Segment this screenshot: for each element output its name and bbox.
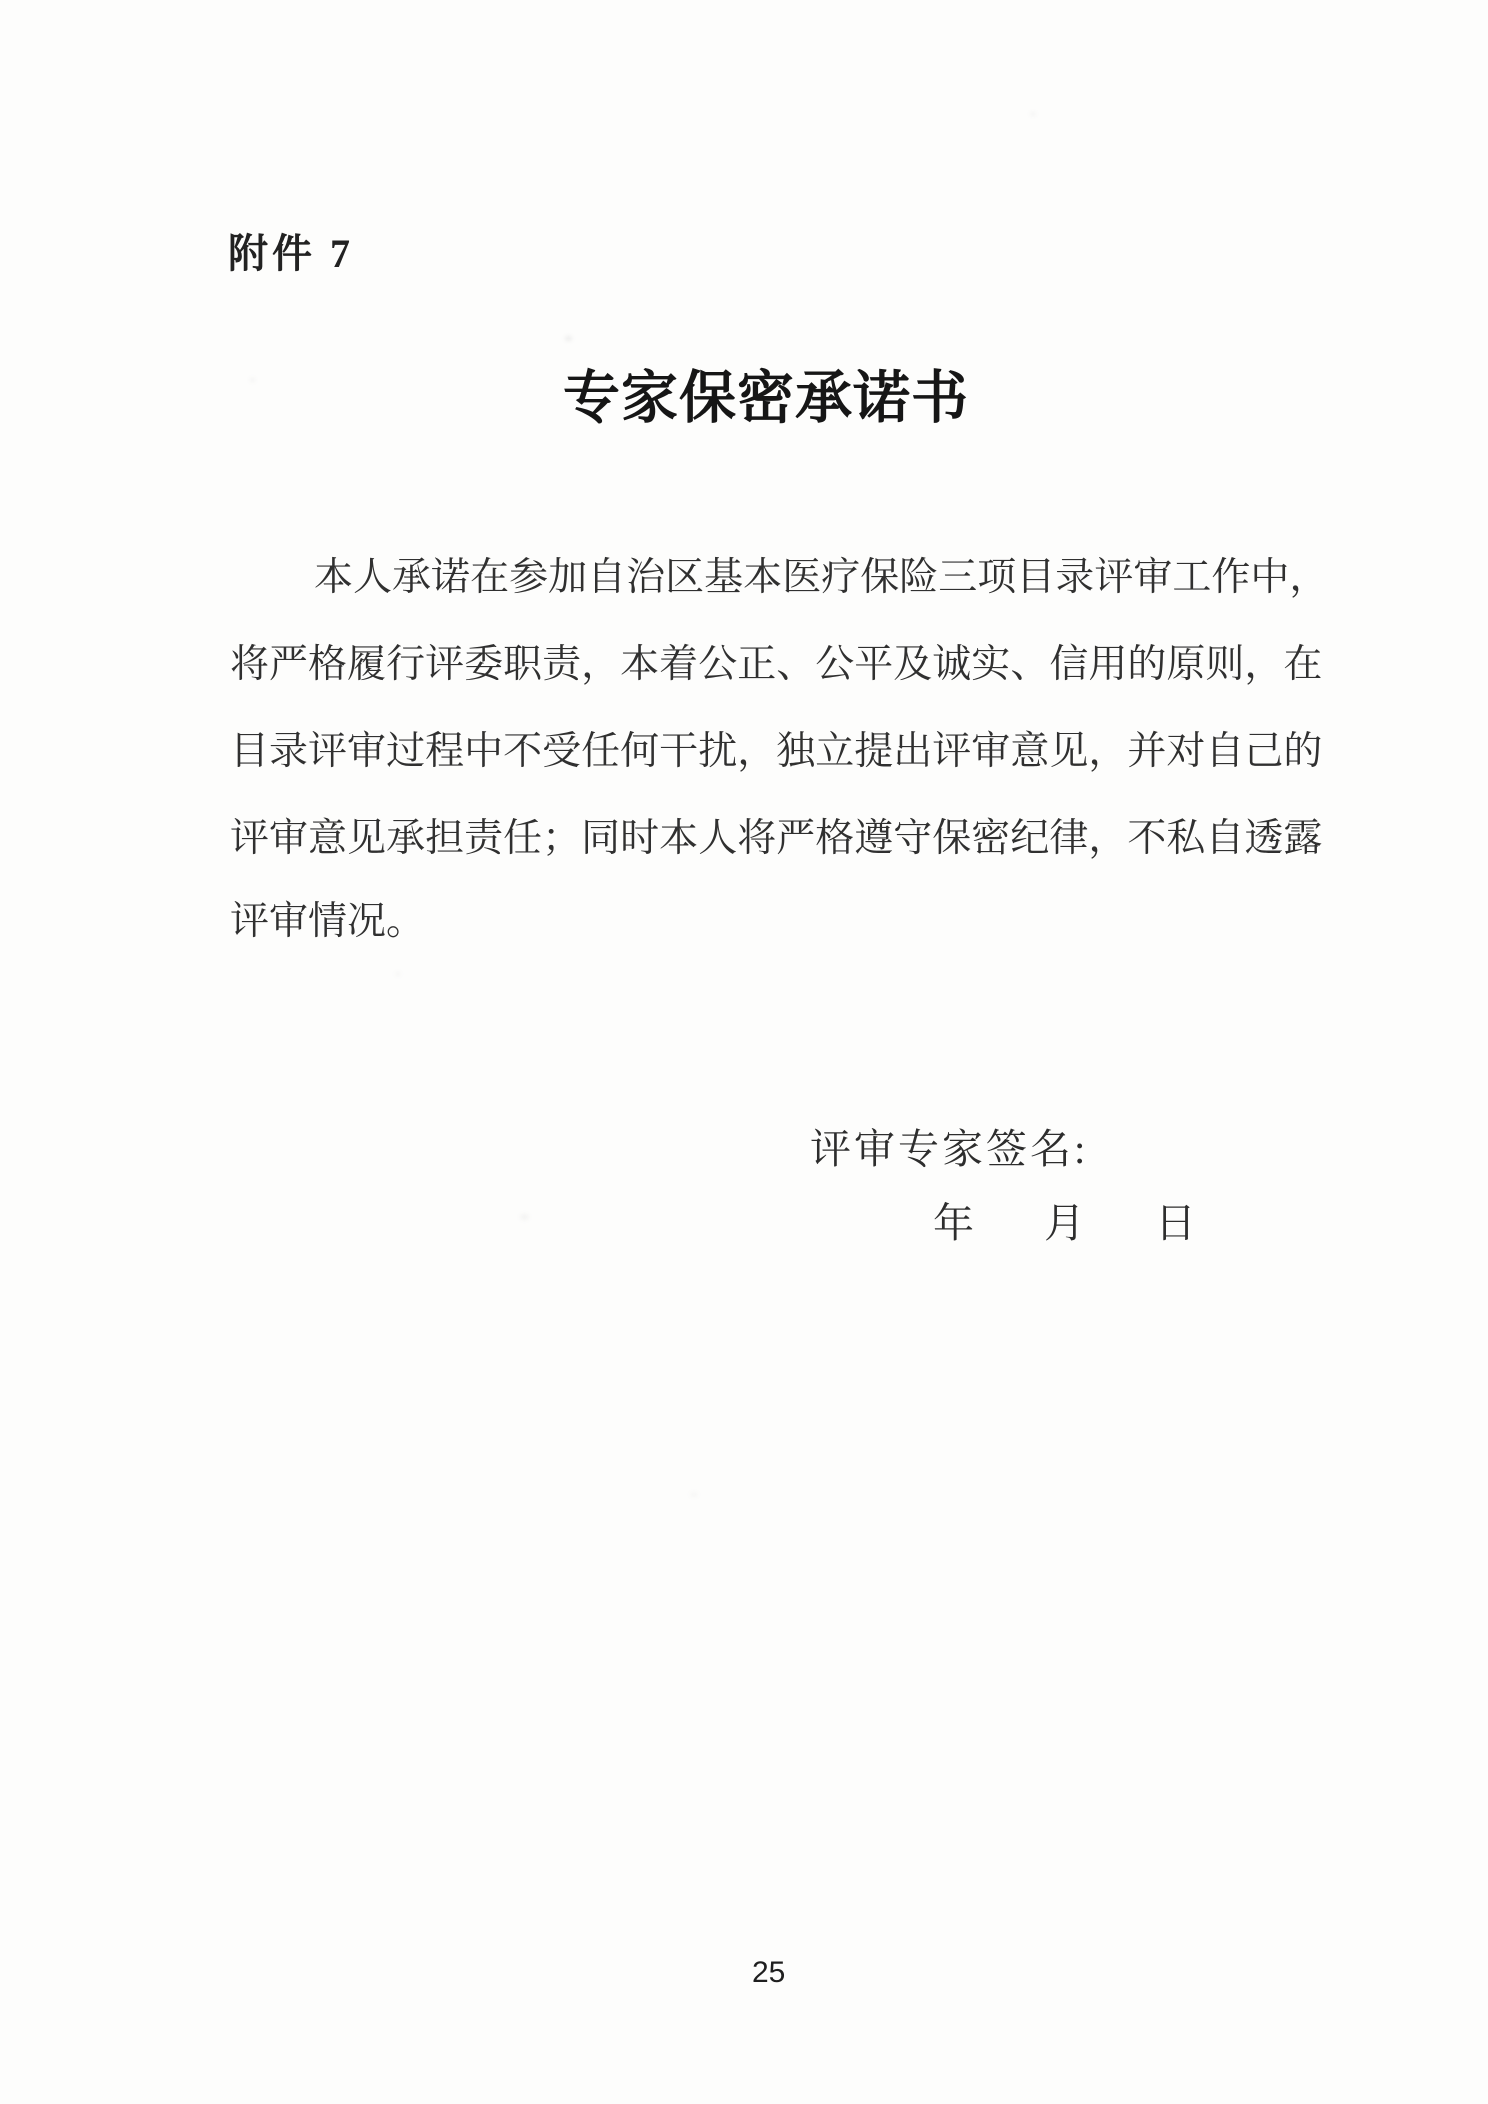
body-line-5: 评审情况。	[230, 900, 426, 943]
day-label: 日	[1155, 1200, 1196, 1246]
page-number: 25	[752, 1956, 786, 1989]
scan-artifact	[395, 972, 401, 976]
year-label: 年	[933, 1200, 974, 1246]
scan-artifact	[250, 378, 255, 382]
scan-artifact	[690, 1492, 698, 1497]
body-line-4: 评 审 意 见 承 担 责 任 ； 同 时 本 人 将 严 格 遵 守 保 密 纪 律 ， 不 私 自 透 露	[230, 816, 1323, 860]
body-line-2: 将 严 格 履 行 评 委 职 责 ， 本 着 公 正 、 公 平 及 诚 实 、 信 用 的 原 则 ， 在	[230, 642, 1323, 686]
body-paragraph	[230, 530, 1329, 965]
signature-label: 评审专家签名:	[810, 1126, 1089, 1172]
scan-artifact	[520, 1214, 529, 1220]
date-line	[933, 1190, 1196, 1249]
month-label: 月	[1044, 1200, 1085, 1246]
scan-artifact	[565, 336, 572, 341]
body-line-3: 目 录 评 审 过 程 中 不 受 任 何 干 扰 ， 独 立 提 出 评 审 意 见 ， 并 对 自 己 的	[230, 729, 1323, 773]
document-title: 专家保密承诺书	[563, 367, 969, 430]
scan-artifact	[1030, 112, 1036, 116]
body-line-1: 本 人 承 诺 在 参 加 自 治 区 基 本 医 疗 保 险 三 项 目 录 评 审 工 作 中 ，	[314, 555, 1329, 599]
attachment-label: 附件 7	[228, 231, 354, 276]
